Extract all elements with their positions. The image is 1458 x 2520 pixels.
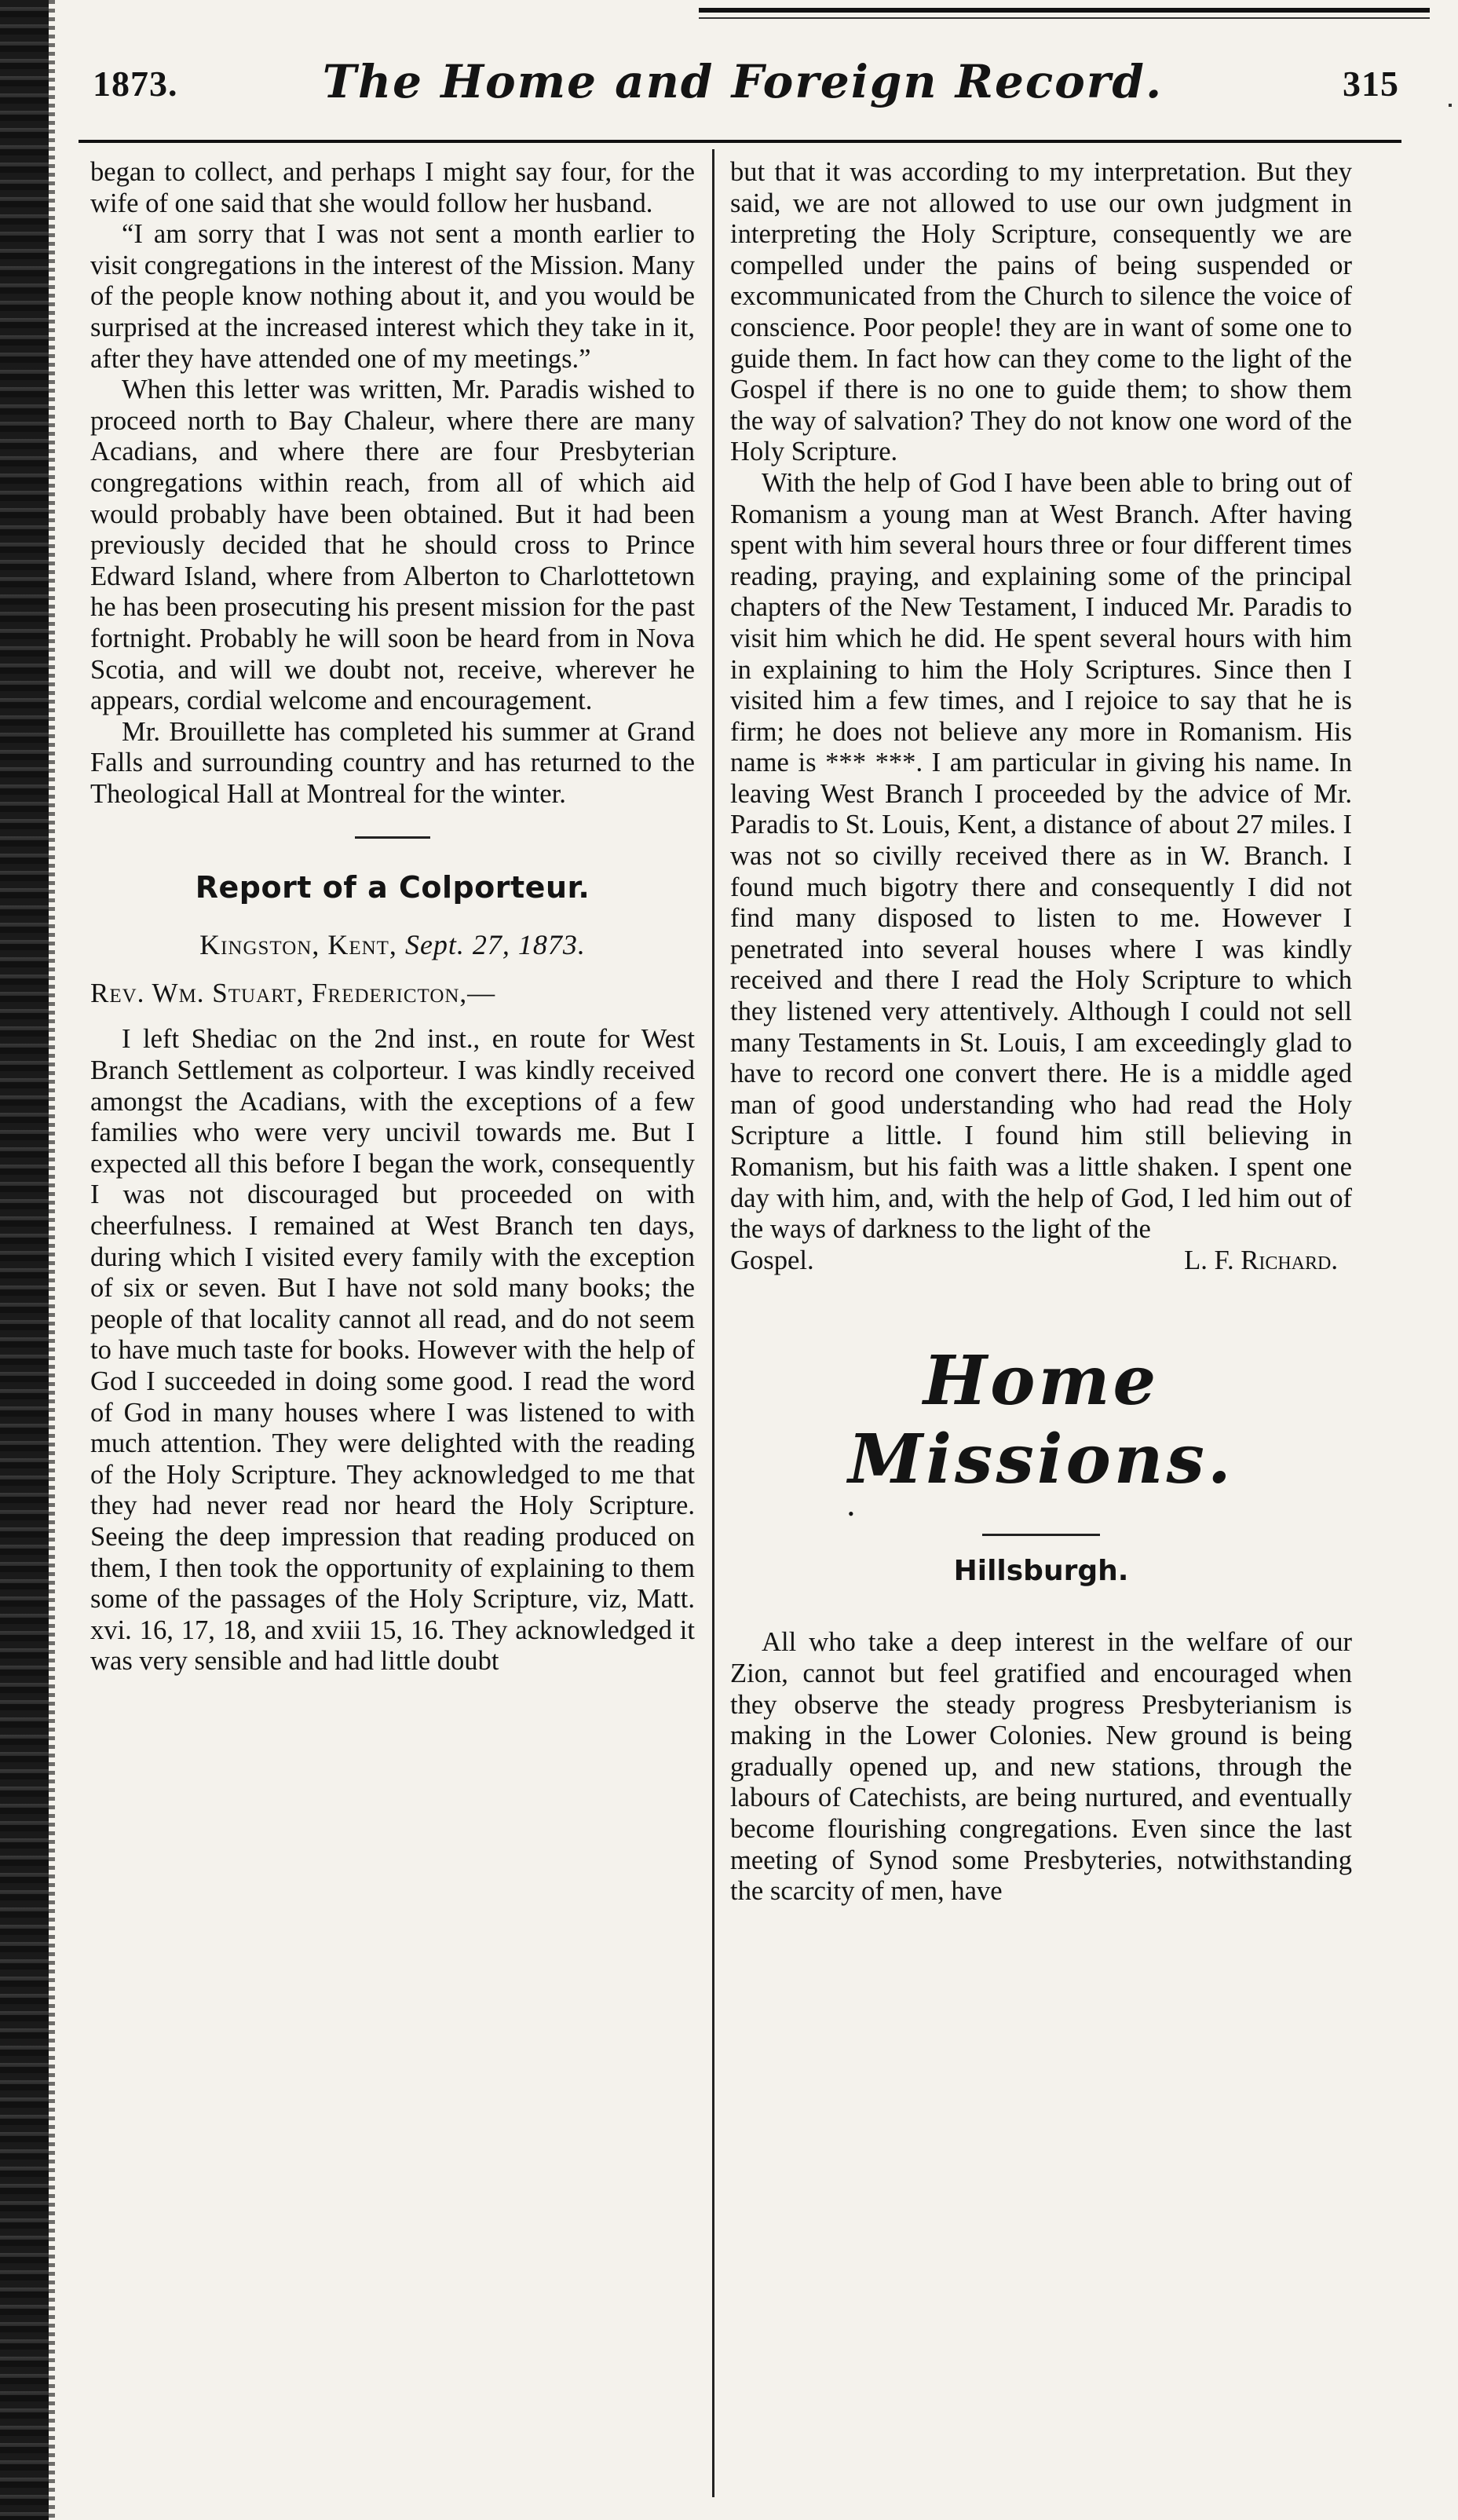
paragraph: All who take a deep interest in the welfare of our Zion, cannot but feel gratified and encouraged when they observe the steady progress Presbyterianism is making in the Lower Colonies. New ground is being gradually opened up, and new stations, through the labours of Catechists, are being nurtured, and eventually become flourishing congregations. Even since the last meeting of Synod some Presbyteries, notwithstanding the scarcity of men, have <box>730 1627 1352 1907</box>
signature: L. F. Richard. <box>1184 1245 1338 1275</box>
paragraph: With the help of God I have been able to bring out of Romanism a young man at West Branch. After having spent with him several hours three or four different times reading, praying, and explaining some of the principal chapters of the New Testament, I induced Mr. Paradis to visit him which he did. He spent several hours with him in explaining to him the Holy Scriptures. Since then I visited him a few times, and I rejoice to say that he is firm; he does not believe any more in Romanism. His name is *** ***. I am particular in giving his name. In leaving West Branch I proceeded by the advice of Mr. Paradis to St. Louis, Kent, a distance of about 27 miles. I was not so civilly received there as in W. Branch. I found much bigotry there and consequently I did not find many disposed to listen to me. However I penetrated into several houses where I was kindly received and there I read the Holy Scripture to which they listened very attentively. Although I could not sell many Testaments in St. Louis, I am exceedingly glad to have to record one convert there. He is a middle aged man of good understanding who had read the Holy Scripture a little. I found him still believing in Romanism, but his faith was a little shaken. I spent one day with him, and, with the help of God, I led him out of the ways of darkness to the light of the <box>730 467 1352 1245</box>
dateline <box>90 928 695 961</box>
paragraph: Mr. Brouillette has completed his summer at Grand Falls and surrounding country and has returned to the Theological Hall at Montreal for the winter. <box>90 716 695 809</box>
subsection-title: Hillsburgh. <box>953 1555 1129 1588</box>
ink-dot: • <box>848 1504 854 1524</box>
top-border-rule-thin <box>699 17 1430 19</box>
right-column <box>730 157 1352 1907</box>
top-border-rule <box>699 8 1430 13</box>
left-column <box>90 157 695 1677</box>
page-header <box>86 55 1399 126</box>
paragraph: but that it was according to my interpretation. But they said, we are not allowed to use our own judgment in interpreting the Holy Scripture, consequently we are compelled under the pains of being suspended or excommunicated from the Church to silence the voice of conscience. Poor people! they are in want of some one to guide them. In fact how can they come to the light of the Gospel if there is no one to guide them; to show them the way of salvation? They do not know one word of the Holy Scripture. <box>730 157 1352 467</box>
closing-word: Gospel. <box>730 1245 814 1275</box>
header-year: 1873. <box>93 64 178 104</box>
header-title: The Home and Foreign Record. <box>322 55 1164 108</box>
salutation: Rev. Wm. Stuart, Fredericton,— <box>90 978 496 1009</box>
paragraph: began to collect, and perhaps I might say four, for the wife of one said that she would follow her husband. <box>90 157 695 218</box>
subsection-rule <box>982 1534 1100 1536</box>
scanned-page-edge <box>0 0 49 2520</box>
edge-speck <box>1449 104 1452 107</box>
header-rule <box>79 140 1401 143</box>
closing-line <box>730 1245 1352 1277</box>
header-page-number: 315 <box>1343 64 1399 104</box>
column-divider <box>712 149 714 2497</box>
dateline-place: Kingston, Kent, <box>199 929 397 961</box>
section-divider <box>355 836 430 839</box>
letter-paragraph: I left Shediac on the 2nd inst., en route for West Branch Settlement as colporteur. I was kindly received amongst the Acadians, with the exceptions of a few families who were very uncivil towards me. But I expected all this before I began the work, consequently I was not discouraged but proceeded on with cheerfulness. I remained at West Branch ten days, during which I visited every family with the exception of six or seven. But I have not sold many books; the people of that locality cannot all read, and do not seem to have much taste for books. However with the help of God I succeeded in doing some good. I read the word of God in many houses where I was listened to with much attention. They were delighted with the reading of the Holy Scripture. They acknowledged to me that they had never read nor heard the Holy Scripture. Seeing the deep impression that reading produced on them, I then took the opportunity of explaining to them some of the passages of the Holy Scripture, viz, Matt. xvi. 16, 17, 18, and xviii 15, 16. They acknowledged it was very sensible and had little doubt <box>90 1024 695 1677</box>
quoted-paragraph: “I am sorry that I was not sent a month earlier to visit congregations in the interest of the Mission. Many of the people know nothing about it, and you would be surprised at the increased interest which they take in it, after they have attended one of my meetings.” <box>90 219 695 374</box>
dateline-date: Sept. 27, 1873. <box>404 929 586 961</box>
paragraph: When this letter was written, Mr. Paradis wished to proceed north to Bay Chaleur, where there are many Acadians, and where there are four Presbyterian congregations within reach, from all of which aid would probably have been obtained. But it had been previously decided that he should cross to Prince Edward Island, where from Alberton to Charlottetown he has been prosecuting his present mission for the past fortnight. Probably he will soon be heard from in Nova Scotia, and will we doubt not, receive, wherever he appears, cordial welcome and encouragement. <box>90 375 695 716</box>
report-title: Report of a Colporteur. <box>195 870 590 905</box>
section-title: Home Missions. <box>848 1341 1234 1500</box>
